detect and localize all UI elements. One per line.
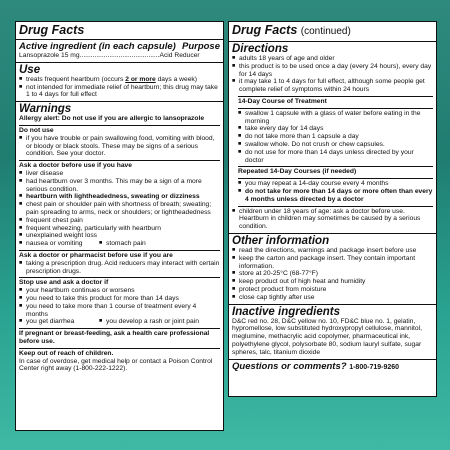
course-heading: 14-Day Course of Treatment [238,97,327,105]
ask-doctor-item: ■ had heartburn over 3 months. This may be a sign of a more serious condition. [19,178,220,194]
drug-facts-right-panel [228,21,437,397]
active-ingredient-section [16,40,223,63]
directions-item: ■ this product is to be used once a day (every 24 hours), every day for 14 days [232,63,433,79]
ask-doctor-heading: Ask a doctor before use if you have [19,162,132,170]
directions-item: ■ adults 18 years of age and older [232,55,433,63]
other-information-item: ■ store at 20-25°C (68-77°F) [232,270,433,278]
other-information-item: ■ read the directions, warnings and package insert before use [232,247,433,255]
active-ingredient-line: Lansoprazole 15 mg...........................................Acid Reducer [19,52,200,59]
drug-facts-title-section [16,22,223,40]
ask-pharmacist-item: ■ taking a prescription drug. Acid reducers may interact with certain prescription drugs. [19,260,220,276]
ask-doctor-item: ■ unexplained weight loss [19,232,220,240]
ask-pharmacist-heading: Ask a doctor or pharmacist before use if you are [19,251,173,259]
drug-facts-left-panel [15,21,224,431]
stop-use-item: ■ you get diarrhea [19,318,99,326]
use-section [16,63,223,102]
allergy-alert: Allergy alert: Do not use if you are allergic to lansoprazole [19,115,205,123]
questions-section [229,360,436,375]
repeat-course-heading: Repeated 14-Day Courses (if needed) [238,168,357,176]
stop-use-item: ■ you need to take this product for more than 14 days [19,295,220,303]
inactive-ingredients-heading: Inactive ingredients [232,305,341,318]
stop-use-heading: Stop use and ask a doctor if [19,279,109,287]
ask-doctor-item: ■ nausea or vomiting [19,240,99,248]
questions-line: Questions or comments? 1-800-719-9260 [232,360,400,372]
ask-doctor-item: ■ stomach pain [99,240,146,248]
other-information-item: ■ close cap tightly after use [232,294,433,302]
use-heading: Use [19,63,41,76]
ask-doctor-item: ■ heartburn with lightheadedness, sweating or dizziness [19,193,220,201]
other-information-item: ■ keep the carton and package insert. They contain important information. [232,255,433,271]
directions-section [229,42,436,234]
course-item: ■ do not use for more than 14 days unless directed by your doctor [238,149,433,165]
other-information-heading: Other information [232,234,330,247]
course-item: ■ take every day for 14 days [238,125,433,133]
warnings-heading: Warnings [19,103,72,116]
directions-item: ■ it may take 1 to 4 days for full effect, although some people get complete relief of symptoms within 24 hours [232,78,433,94]
ask-doctor-item: ■ chest pain or shoulder pain with shortness of breath; sweating; pain spreading to arms, neck or shoulders; or lightheadedness [19,201,220,217]
overdose-text: In case of overdose, get medical help or contact a Poison Control Center right away (1-800-222-1222). [19,357,213,373]
keep-out-of-reach: Keep out of reach of children. [19,349,114,357]
course-item: ■ swallow whole. Do not crush or chew capsules. [238,141,433,149]
stop-use-item: ■ you develop a rash or joint pain [99,318,199,326]
inactive-ingredients-section [229,305,436,360]
stop-use-item: ■ your heartburn continues or worsens [19,287,220,295]
ask-doctor-item: ■ frequent wheezing, particularly with heartburn [19,225,220,233]
other-information-section [229,234,436,305]
repeat-course-item: ■ you may repeat a 14-day course every 4 months [238,180,433,188]
other-information-item: ■ keep product out of high heat and humidity [232,278,433,286]
use-item: ■ treats frequent heartburn (occurs 2 or more days a week) [19,76,220,84]
other-information-item: ■ protect product from moisture [232,286,433,294]
phone-number: 1-800-719-9260 [349,363,400,371]
use-item: ■ not intended for immediate relief of heartburn; this drug may take 1 to 4 days for full effect [19,84,220,100]
drug-facts-continued-title-section [229,22,436,42]
course-item: ■ do not take more than 1 capsule a day [238,133,433,141]
drug-facts-continued-title: Drug Facts (continued) [232,23,351,37]
stop-use-item: ■ you need to take more than 1 course of treatment every 4 months [19,303,220,319]
pregnancy-warning: If pregnant or breast-feeding, ask a health care professional before use. [19,330,210,345]
ask-doctor-item: ■ frequent chest pain [19,217,220,225]
course-item: ■ swallow 1 capsule with a glass of water before eating in the morning [238,110,433,126]
do-not-use-heading: Do not use [19,126,54,134]
directions-heading: Directions [232,43,289,55]
active-ingredient-heading: Active ingredient (in each capsule) [19,41,176,52]
purpose-heading: Purpose [181,41,220,52]
ask-doctor-item: ■ liver disease [19,170,220,178]
warnings-section [16,102,223,375]
drug-facts-title: Drug Facts [19,23,85,37]
do-not-use-item: ■ if you have trouble or pain swallowing food, vomiting with blood, or bloody or black stools. These may be signs of a serious condition. See your doctor. [19,135,220,158]
inactive-ingredients-text: D&C red no. 28, D&C yellow no. 10, FD&C blue no. 1, gelatin, hypromellose, low substituted hydroxypropyl cellulose, mannitol, meglumine, methacrylic acid copolymer, pharmaceutical ink, polyethylene glycol, polysorbate 80, sodium lauryl sulfate, sugar spheres, talc, titanium dioxide [232,317,422,356]
repeat-course-item: ■ do not take for more than 14 days or more often than every 4 months unless directed by a doctor [238,188,433,204]
children-direction: ■ children under 18 years of age: ask a doctor before use. Heartburn in children may sometimes be caused by a serious condition. [232,208,433,231]
